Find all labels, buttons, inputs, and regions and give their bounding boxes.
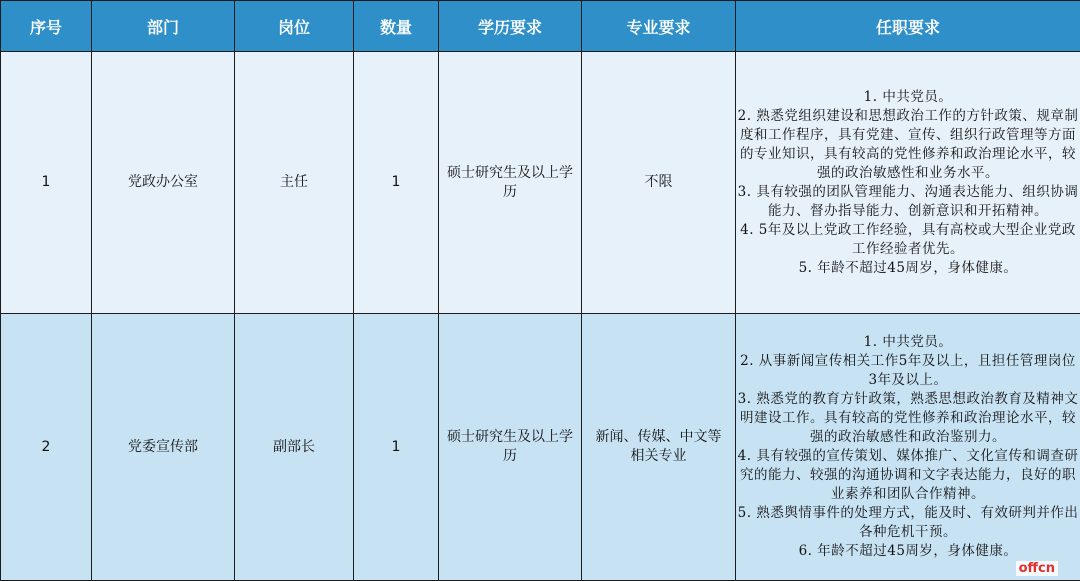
table-header-row [1,1,1080,52]
requirement-item: 5. 熟悉舆情事件的处理方式，能及时、有效研判并作出各种危机干预。 [736,504,1080,542]
major-text: 新闻、传媒、中文等相关专业 [594,428,724,466]
header-requirements: 任职要求 [736,1,1080,52]
requirement-item: 1. 中共党员。 [736,333,1080,352]
requirement-item: 6. 年龄不超过45周岁，身体健康。 [736,542,1080,561]
requirement-item: 3. 熟悉党的教育方针政策，熟悉思想政治教育及精神文明建设工作。具有较高的党性修养和政治理论水平，较强的政治敏感性和政治鉴别力。 [736,390,1080,447]
requirement-item: 4. 5年及以上党政工作经验，具有高校或大型企业党政工作经验者优先。 [736,221,1080,259]
cell-requirements [736,314,1080,581]
cell-major [582,314,736,581]
header-count: 数量 [354,1,439,52]
requirement-item: 4. 具有较强的宣传策划、媒体推广、文化宣传和调查研究的能力、较强的沟通协调和文字表达能力，良好的职业素养和团队合作精神。 [736,447,1080,504]
header-major: 专业要求 [582,1,736,52]
cell-requirements [736,52,1080,314]
cell-count: 1 [354,52,439,314]
cell-post: 主任 [235,52,354,314]
watermark-logo: offcn [1016,561,1058,576]
header-education: 学历要求 [439,1,582,52]
education-text: 硕士研究生及以上学历 [445,164,575,202]
requirement-item: 1. 中共党员。 [736,88,1080,107]
cell-education [439,52,582,314]
table-row [1,314,1080,581]
major-text: 不限 [594,173,724,192]
education-text: 硕士研究生及以上学历 [445,428,575,466]
requirement-item: 2. 从事新闻宣传相关工作5年及以上，且担任管理岗位3年及以上。 [736,352,1080,390]
cell-education [439,314,582,581]
cell-count: 1 [354,314,439,581]
requirement-item: 2. 熟悉党组织建设和思想政治工作的方针政策、规章制度和工作程序，具有党建、宣传、组织行政管理等方面的专业知识，具有较高的党性修养和政治理论水平，较强的政治敏感性和业务水平。 [736,107,1080,183]
cell-no: 1 [1,52,92,314]
requirements-list [736,333,1080,561]
requirement-item: 5. 年龄不超过45周岁，身体健康。 [736,259,1080,278]
cell-dept: 党政办公室 [92,52,235,314]
header-post: 岗位 [235,1,354,52]
cell-dept: 党委宣传部 [92,314,235,581]
cell-major [582,52,736,314]
requirements-list [736,88,1080,278]
table-row [1,52,1080,314]
requirement-item: 3. 具有较强的团队管理能力、沟通表达能力、组织协调能力、督办指导能力、创新意识和开拓精神。 [736,183,1080,221]
header-dept: 部门 [92,1,235,52]
cell-post: 副部长 [235,314,354,581]
header-no: 序号 [1,1,92,52]
cell-no: 2 [1,314,92,581]
